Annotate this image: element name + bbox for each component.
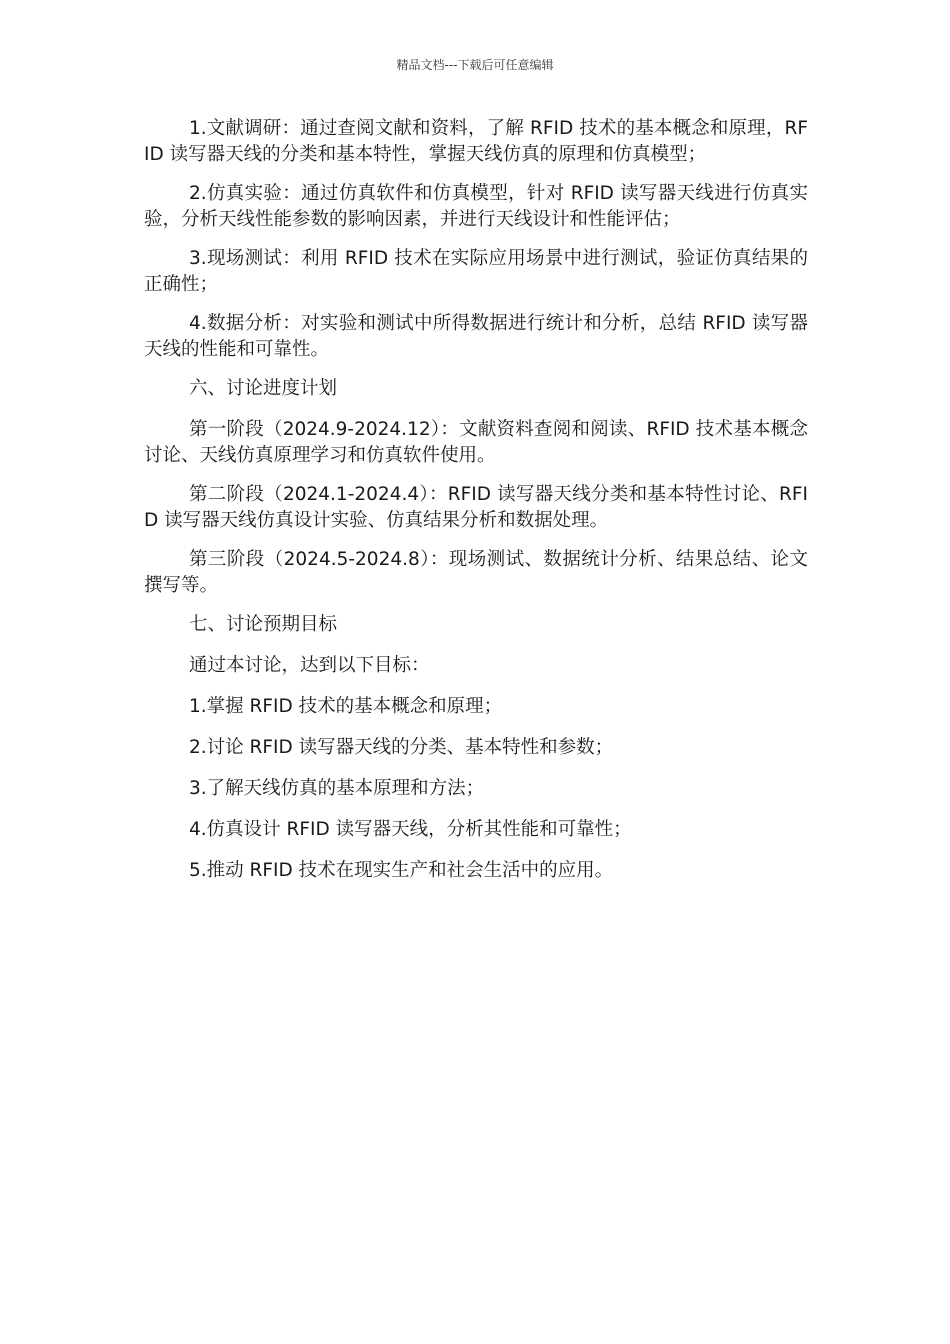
method-field-test: 3.现场测试：利用 RFID 技术在实际应用场景中进行测试，验证仿真结果的正确性； bbox=[144, 248, 808, 295]
document-body bbox=[144, 116, 808, 899]
schedule-phase-three: 第三阶段（2024.5-2024.8）：现场测试、数据统计分析、结果总结、论文撰写等。 bbox=[144, 549, 808, 596]
goal-item-1: 1.掌握 RFID 技术的基本概念和原理； bbox=[189, 696, 503, 717]
goals-intro: 通过本讨论，达到以下目标： bbox=[189, 655, 430, 676]
goal-item-3: 3.了解天线仿真的基本原理和方法； bbox=[189, 778, 485, 799]
goal-item-5: 5.推动 RFID 技术在现实生产和社会生活中的应用。 bbox=[189, 860, 614, 881]
goal-item-2: 2.讨论 RFID 读写器天线的分类、基本特性和参数； bbox=[189, 737, 614, 758]
section-heading-goals: 七、讨论预期目标 bbox=[189, 614, 338, 635]
method-literature-review: 1.文献调研：通过查阅文献和资料，了解 RFID 技术的基本概念和原理，RFID 读写器天线的分类和基本特性，掌握天线仿真的原理和仿真模型； bbox=[144, 118, 808, 165]
page-header: 精品文档---下载后可任意编辑 bbox=[396, 58, 554, 72]
schedule-phase-one: 第一阶段（2024.9-2024.12）：文献资料查阅和阅读、RFID 技术基本概念讨论、天线仿真原理学习和仿真软件使用。 bbox=[144, 419, 808, 466]
goal-item-4: 4.仿真设计 RFID 读写器天线，分析其性能和可靠性； bbox=[189, 819, 632, 840]
method-simulation-experiment: 2.仿真实验：通过仿真软件和仿真模型，针对 RFID 读写器天线进行仿真实验，分析天线性能参数的影响因素，并进行天线设计和性能评估； bbox=[144, 183, 808, 230]
method-data-analysis: 4.数据分析：对实验和测试中所得数据进行统计和分析，总结 RFID 读写器天线的性能和可靠性。 bbox=[144, 313, 808, 360]
schedule-phase-two: 第二阶段（2024.1-2024.4）：RFID 读写器天线分类和基本特性讨论、RFID 读写器天线仿真设计实验、仿真结果分析和数据处理。 bbox=[144, 484, 808, 531]
section-heading-schedule: 六、讨论进度计划 bbox=[189, 378, 338, 399]
